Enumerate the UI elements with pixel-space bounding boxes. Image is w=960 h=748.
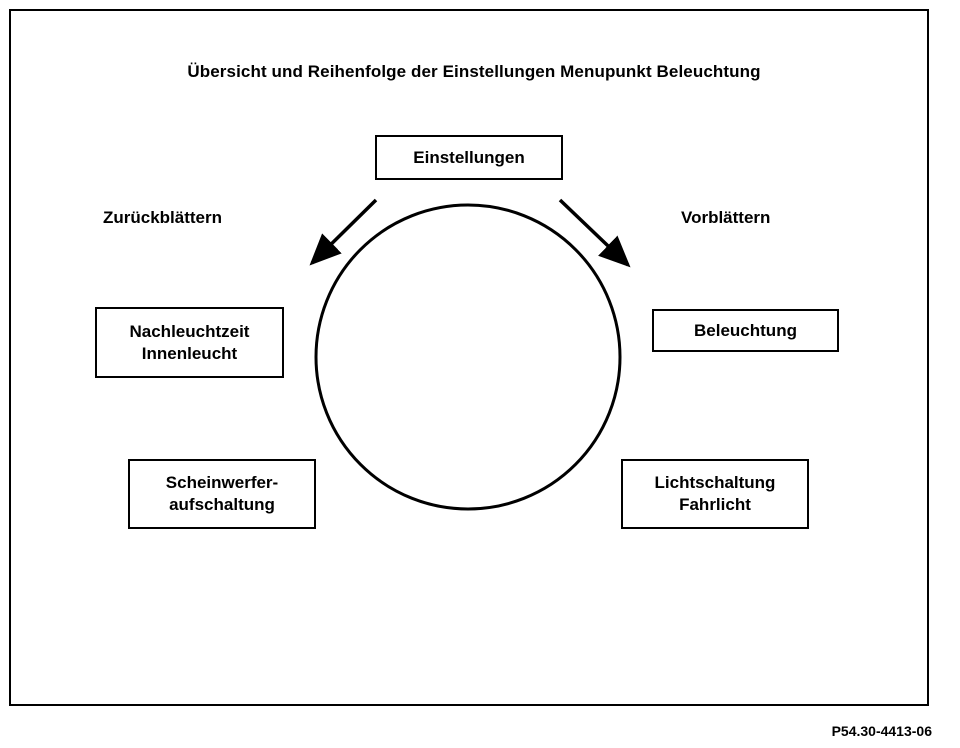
label-forward: Vorblättern xyxy=(681,208,771,227)
cycle-circle xyxy=(316,205,620,509)
node-line: Fahrlicht xyxy=(679,495,751,514)
node-line: Innenleucht xyxy=(141,343,238,363)
node-line: Nachleuchtzeit xyxy=(129,321,250,341)
node-scheinwerferaufschaltung xyxy=(128,459,316,529)
diagram-title: Übersicht und Reihenfolge der Einstellungen Menupunkt Beleuchtung xyxy=(187,62,761,81)
node-beleuchtung xyxy=(652,309,839,352)
node-nachleuchtzeit-innenleucht xyxy=(95,307,284,378)
label-back: Zurückblättern xyxy=(103,208,223,227)
node-einstellungen xyxy=(375,135,563,180)
node-line: Einstellungen xyxy=(413,147,525,167)
node-line: Lichtschaltung xyxy=(654,473,776,492)
node-line: Beleuchtung xyxy=(694,320,797,340)
arrow-forward xyxy=(560,200,628,265)
arrow-back xyxy=(312,200,376,263)
node-line: aufschaltung xyxy=(169,495,275,514)
node-lichtschaltung-fahrlicht xyxy=(621,459,809,529)
node-line: Scheinwerfer- xyxy=(165,473,279,492)
figure-reference: P54.30-4413-06 xyxy=(831,723,932,739)
